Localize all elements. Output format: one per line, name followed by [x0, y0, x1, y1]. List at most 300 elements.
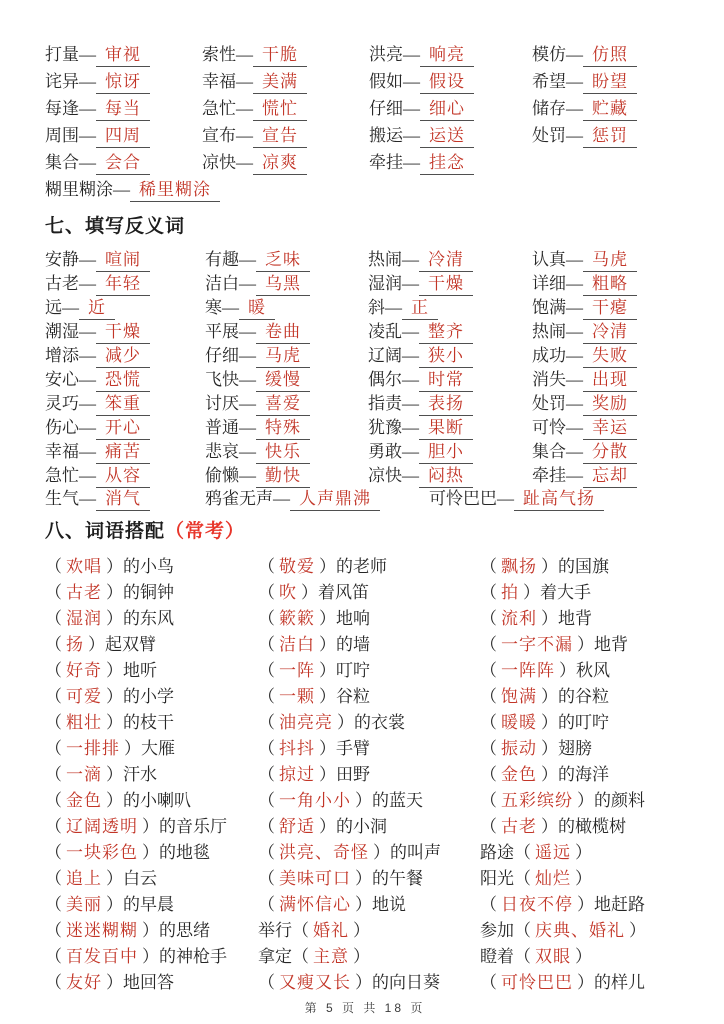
collocation-item [45, 765, 157, 784]
pair-answer: 趾高气扬 [514, 484, 604, 511]
pair-prompt: 热闹— [532, 322, 583, 341]
cell [480, 682, 718, 707]
pair-prompt: 集合— [45, 153, 96, 172]
pair-prompt: 普通— [205, 418, 256, 437]
row [45, 67, 718, 94]
cell [45, 269, 205, 296]
cell [532, 413, 718, 440]
cell [258, 734, 480, 759]
word-pair [368, 322, 473, 341]
paren-open: （ [258, 582, 275, 602]
collocation-answer: 一滴 [66, 764, 102, 784]
word-pair [45, 418, 150, 437]
paren-open: （ [45, 816, 62, 836]
paren-close: ） [355, 790, 372, 810]
pair-answer: 奖励 [583, 389, 637, 416]
paren-close: ） [319, 634, 336, 654]
row [45, 148, 718, 175]
pair-answer: 惩罚 [583, 121, 637, 148]
paren-close: ） [353, 946, 370, 966]
pair-answer: 出现 [583, 365, 637, 392]
pair-answer: 慌忙 [253, 94, 307, 121]
pair-prompt: 急忙— [45, 466, 96, 485]
cell [45, 864, 258, 889]
cell [369, 94, 532, 121]
pair-answer: 暖 [239, 293, 275, 320]
row [45, 577, 718, 603]
pair-prompt: 假如— [369, 72, 420, 91]
cell [532, 121, 718, 148]
pair-answer: 贮藏 [583, 94, 637, 121]
collocation-item [480, 921, 646, 940]
word-pair [45, 489, 150, 508]
pair-answer: 运送 [420, 121, 474, 148]
pair-prompt: 认真— [532, 250, 583, 269]
pair-answer: 凉爽 [253, 148, 307, 175]
cell [480, 578, 718, 603]
collocation-answer: 古老 [501, 816, 537, 836]
cell [532, 269, 718, 296]
collocation-prefix: 举行 [258, 920, 292, 940]
paren-open: （ [480, 712, 497, 732]
pair-answer: 冷清 [583, 317, 637, 344]
collocation-item [258, 973, 440, 992]
collocation-item [480, 635, 628, 654]
collocation-item [45, 687, 174, 706]
paren-close: ） [319, 816, 336, 836]
paren-close: ） [559, 660, 576, 680]
paren-open: （ [514, 946, 531, 966]
pair-answer: 笨重 [96, 389, 150, 416]
word-pair [369, 126, 474, 145]
pair-prompt: 储存— [532, 99, 583, 118]
cell [45, 389, 205, 416]
row [45, 461, 718, 485]
pair-prompt: 洪亮— [369, 45, 420, 64]
paren-open: （ [514, 842, 531, 862]
cell [368, 413, 532, 440]
cell [45, 968, 258, 993]
word-pair [369, 153, 474, 172]
collocation-answer: 美丽 [66, 894, 102, 914]
collocation-item [45, 713, 174, 732]
cell [45, 578, 258, 603]
paren-open: （ [292, 920, 309, 940]
pair-answer: 干脆 [253, 40, 307, 67]
cell [45, 293, 205, 320]
pair-answer: 美满 [253, 67, 307, 94]
cell [45, 656, 258, 681]
word-pair [205, 418, 310, 437]
pair-prompt: 悲哀— [205, 442, 256, 461]
collocation-item [45, 895, 174, 914]
collocation-suffix: 地赶路 [594, 894, 645, 914]
collocation-item [45, 661, 157, 680]
cell [532, 40, 718, 67]
cell [258, 630, 480, 655]
cell [532, 293, 718, 320]
paren-close: ） [541, 608, 558, 628]
word-pair [368, 250, 473, 269]
collocation-suffix: 的叫声 [390, 842, 441, 862]
collocation-answer: 日夜不停 [501, 894, 573, 914]
word-pair [369, 99, 474, 118]
row [45, 341, 718, 365]
cell [258, 708, 480, 733]
pair-answer: 乏味 [256, 245, 310, 272]
pair-answer: 盼望 [583, 67, 637, 94]
pair-answer: 特殊 [256, 413, 310, 440]
paren-close: ） [337, 712, 354, 732]
paren-open: （ [258, 556, 275, 576]
collocation-answer: 振动 [501, 738, 537, 758]
word-pair [45, 126, 150, 145]
collocation-item [258, 583, 369, 602]
word-pair [202, 45, 307, 64]
pair-prompt: 增添— [45, 346, 96, 365]
paren-close: ） [319, 738, 336, 758]
cell [368, 437, 532, 464]
collocation-item [258, 791, 423, 810]
row [45, 121, 718, 148]
pair-prompt: 可怜— [532, 418, 583, 437]
row [45, 889, 718, 915]
collocation-item [258, 557, 387, 576]
collocation-item [258, 661, 370, 680]
pair-prompt: 牵挂— [532, 466, 583, 485]
collocation-answer: 金色 [66, 790, 102, 810]
pair-prompt: 处罚— [532, 126, 583, 145]
pair-answer: 喧闹 [96, 245, 150, 272]
pair-prompt: 古老— [45, 274, 96, 293]
cell [480, 838, 718, 863]
collocation-suffix: 的午餐 [372, 868, 423, 888]
antonyms-heading [45, 211, 718, 238]
word-pair [205, 250, 310, 269]
cell [480, 916, 718, 941]
collocation-answer: 好奇 [66, 660, 102, 680]
collocation-item [45, 817, 227, 836]
collocation-suffix: 的蓝天 [372, 790, 423, 810]
pair-prompt: 凌乱— [368, 322, 419, 341]
collocation-item [480, 765, 609, 784]
collocation-prefix: 参加 [480, 920, 514, 940]
collocation-answer: 吹 [279, 582, 297, 602]
pair-answer: 时常 [419, 365, 473, 392]
paren-open: （ [45, 660, 62, 680]
paren-open: （ [258, 764, 275, 784]
pair-prompt: 饱满— [532, 298, 583, 317]
pair-answer: 正 [402, 293, 438, 320]
word-pair [202, 72, 307, 91]
pair-answer: 每当 [96, 94, 150, 121]
exam-frequency-note: （常考） [165, 521, 246, 542]
collocation-answer: 辽阔透明 [66, 816, 138, 836]
pair-prompt: 鸦雀无声— [205, 488, 290, 508]
collocations-heading-text: 八、词语搭配 [45, 521, 166, 542]
collocation-suffix: 的音乐厅 [159, 816, 227, 836]
cell [45, 916, 258, 941]
row [45, 915, 718, 941]
collocation-suffix: 的向日葵 [372, 972, 440, 992]
row [45, 269, 718, 293]
collocation-suffix: 地背 [594, 634, 628, 654]
collocation-suffix: 的小鸟 [123, 556, 174, 576]
paren-open: （ [45, 764, 62, 784]
collocation-item [480, 609, 592, 628]
cell [45, 317, 205, 344]
paren-open: （ [45, 868, 62, 888]
row [45, 811, 718, 837]
pair-prompt: 勇敢— [368, 442, 419, 461]
row [45, 785, 718, 811]
paren-close: ） [523, 582, 540, 602]
pair-answer: 干燥 [419, 269, 473, 296]
row [45, 437, 718, 461]
collocation-suffix: 地说 [372, 894, 406, 914]
pair-answer: 从容 [96, 461, 150, 488]
cell [45, 604, 258, 629]
pair-answer: 喜爱 [256, 389, 310, 416]
row [45, 293, 718, 317]
word-pair [369, 72, 474, 91]
pair-answer: 开心 [96, 413, 150, 440]
paren-open: （ [45, 608, 62, 628]
paren-close: ） [319, 556, 336, 576]
word-pair [45, 250, 150, 269]
collocation-item [258, 765, 370, 784]
paren-open: （ [45, 920, 62, 940]
collocation-suffix: 白云 [123, 868, 157, 888]
word-pair [45, 72, 150, 91]
pair-prompt: 湿润— [368, 274, 419, 293]
cell [368, 341, 532, 368]
cell [45, 245, 205, 272]
collocation-item [480, 687, 609, 706]
collocation-item [258, 947, 370, 966]
paren-close: ） [577, 634, 594, 654]
cell [45, 552, 258, 577]
pair-prompt: 辽阔— [368, 346, 419, 365]
word-pair [205, 322, 310, 341]
cell [45, 484, 205, 511]
collocation-suffix: 翅膀 [558, 738, 592, 758]
collocation-item [45, 921, 210, 940]
cell [205, 317, 368, 344]
pair-answer: 仿照 [583, 40, 637, 67]
pair-answer: 粗略 [583, 269, 637, 296]
paren-close: ） [142, 842, 159, 862]
paren-close: ） [88, 634, 105, 654]
word-pair [368, 370, 473, 389]
pair-answer: 细心 [420, 94, 474, 121]
cell [368, 269, 532, 296]
word-pair [45, 466, 150, 485]
collocations-heading [45, 516, 718, 543]
pair-answer: 会合 [96, 148, 150, 175]
paren-close: ） [106, 894, 123, 914]
word-pair [205, 394, 310, 413]
row [45, 317, 718, 341]
pair-answer: 果断 [419, 413, 473, 440]
cell [480, 630, 718, 655]
cell [368, 389, 532, 416]
paren-open: （ [480, 764, 497, 784]
cell [45, 786, 258, 811]
row [45, 413, 718, 437]
collocation-suffix: 的铜钟 [123, 582, 174, 602]
paren-open: （ [45, 686, 62, 706]
cell [258, 760, 480, 785]
collocation-item [258, 739, 370, 758]
collocation-suffix: 地回答 [123, 972, 174, 992]
pair-answer: 闷热 [419, 461, 473, 488]
collocation-answer: 追上 [66, 868, 102, 888]
pair-prompt: 诧异— [45, 72, 96, 91]
word-pair [532, 126, 637, 145]
cell [202, 148, 369, 175]
paren-close: ） [541, 816, 558, 836]
word-pair [205, 489, 380, 508]
collocation-answer: 簌簌 [279, 608, 315, 628]
collocation-suffix: 汗水 [123, 764, 157, 784]
paren-open: （ [258, 712, 275, 732]
word-pair [532, 45, 637, 64]
paren-close: ） [319, 686, 336, 706]
collocation-item [45, 973, 174, 992]
paren-open: （ [514, 920, 531, 940]
collocation-answer: 饱满 [501, 686, 537, 706]
cell [480, 942, 718, 967]
pair-answer: 痛苦 [96, 437, 150, 464]
collocation-prefix: 阳光 [480, 868, 514, 888]
paren-close: ） [577, 972, 594, 992]
pair-prompt: 宣布— [202, 126, 253, 145]
cell [45, 942, 258, 967]
cell [45, 365, 205, 392]
pair-answer: 假设 [420, 67, 474, 94]
word-pair [369, 45, 474, 64]
collocation-item [258, 895, 406, 914]
paren-close: ） [106, 868, 123, 888]
paren-open: （ [45, 582, 62, 602]
collocation-item [480, 713, 609, 732]
collocation-suffix: 的衣裳 [354, 712, 405, 732]
cell [258, 968, 480, 993]
cell [369, 67, 532, 94]
cell [532, 67, 718, 94]
word-pair [45, 99, 150, 118]
collocation-answer: 掠过 [279, 764, 315, 784]
pair-answer: 冷清 [419, 245, 473, 272]
cell [45, 341, 205, 368]
pair-prompt: 集合— [532, 442, 583, 461]
antonyms-section [45, 245, 718, 509]
row [45, 245, 718, 269]
paren-close: ） [541, 764, 558, 784]
collocation-answer: 油亮亮 [279, 712, 333, 732]
collocation-suffix: 田野 [336, 764, 370, 784]
cell [480, 890, 718, 915]
cell [258, 916, 480, 941]
collocation-answer: 洪亮、奇怪 [279, 842, 369, 862]
row [45, 967, 718, 993]
word-pair [205, 442, 310, 461]
paren-open: （ [258, 868, 275, 888]
paren-open: （ [258, 608, 275, 628]
word-pair [532, 370, 637, 389]
paren-close: ） [106, 972, 123, 992]
collocation-answer: 遥远 [535, 842, 571, 862]
cell [45, 682, 258, 707]
row [45, 94, 718, 121]
row [45, 551, 718, 577]
collocation-suffix: 的小学 [123, 686, 174, 706]
paren-close: ） [355, 972, 372, 992]
paren-close: ） [541, 712, 558, 732]
collocation-suffix: 叮咛 [336, 660, 370, 680]
paren-open: （ [258, 790, 275, 810]
word-pair [45, 175, 220, 202]
pair-prompt: 成功— [532, 346, 583, 365]
word-pair [205, 298, 275, 317]
paren-open: （ [258, 634, 275, 654]
pair-prompt: 凉快— [368, 466, 419, 485]
collocations-section [45, 551, 718, 993]
cell [369, 148, 532, 175]
row [45, 863, 718, 889]
word-pair [205, 346, 310, 365]
pair-answer: 分散 [583, 437, 637, 464]
antonyms-last-row [45, 485, 718, 509]
word-pair [202, 99, 307, 118]
paren-close: ） [301, 582, 318, 602]
cell [205, 484, 429, 511]
word-pair [429, 489, 604, 508]
collocation-suffix: 的橄榄树 [558, 816, 626, 836]
collocation-item [258, 817, 387, 836]
collocation-answer: 扬 [66, 634, 84, 654]
paren-open: （ [45, 634, 62, 654]
pair-answer: 卷曲 [256, 317, 310, 344]
row [45, 655, 718, 681]
collocation-item [45, 869, 157, 888]
collocation-answer: 古老 [66, 582, 102, 602]
cell [480, 812, 718, 837]
cell [258, 838, 480, 863]
cell [480, 760, 718, 785]
pair-prompt: 指责— [368, 394, 419, 413]
antonyms-grid [45, 245, 718, 485]
word-pair [368, 298, 438, 317]
collocation-item [258, 843, 441, 862]
cell [45, 760, 258, 785]
pair-prompt: 寒— [205, 298, 239, 317]
row [45, 837, 718, 863]
paren-close: ） [142, 946, 159, 966]
paren-open: （ [480, 686, 497, 706]
cell [45, 413, 205, 440]
collocation-answer: 一块彩色 [66, 842, 138, 862]
cell [45, 94, 202, 121]
pair-answer: 年轻 [96, 269, 150, 296]
word-pair [45, 298, 115, 317]
row [45, 389, 718, 413]
pair-answer: 失败 [583, 341, 637, 368]
pair-prompt: 有趣— [205, 250, 256, 269]
collocation-item [258, 869, 423, 888]
paren-close: ） [319, 608, 336, 628]
